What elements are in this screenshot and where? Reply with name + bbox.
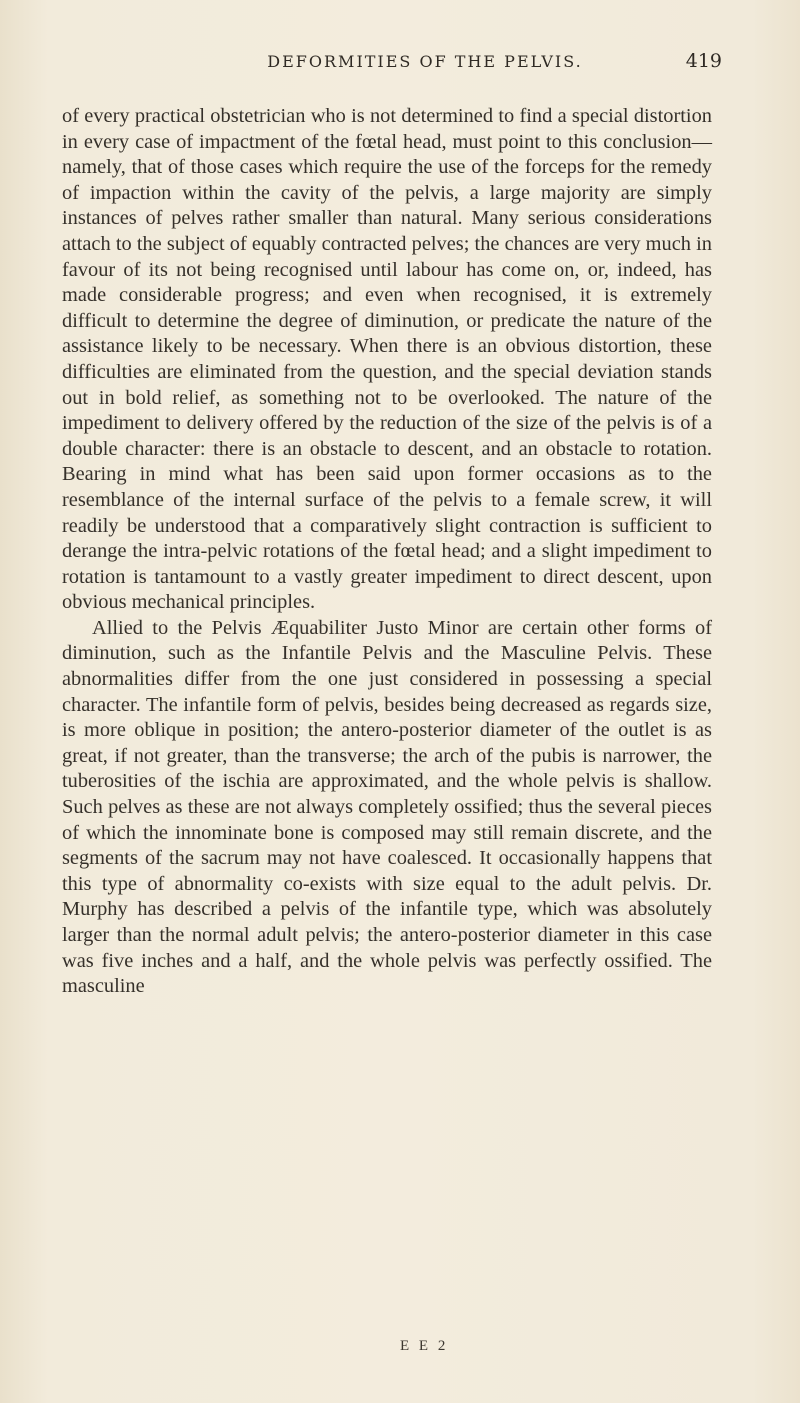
running-title: DEFORMITIES OF THE PELVIS. xyxy=(267,52,583,71)
signature-mark: E E 2 xyxy=(400,1338,449,1354)
body-text xyxy=(62,104,712,1000)
running-head xyxy=(60,52,750,82)
paragraph-allied-forms: Allied to the Pelvis Æquabiliter Justo Minor are certain other forms of diminution, such as the Infantile Pelvis and the Masculine Pelvis. These abnormalities differ from the one just considered in possessing a special character. The infantile form of pelvis, besides being decreased as regards size, is more oblique in position; the antero-posterior diameter of the outlet is as great, if not greater, than the transverse; the arch of the pubis is narrower, the tuberosities of the ischia are approximated, and the whole pelvis is shallow. Such pelves as these are not always completely ossified; thus the several pieces of which the innominate bone is composed may still remain discrete, and the segments of the sacrum may not have coalesced. It occasionally happens that this type of abnormality co-exists with size equal to the adult pelvis. Dr. Murphy has described a pelvis of the infantile type, which was absolutely larger than the normal adult pelvis; the antero-posterior diameter in this case was five inches and a half, and the whole pelvis was perfectly ossified. The masculine xyxy=(62,616,712,998)
page-number: 419 xyxy=(685,50,722,72)
paragraph-continuation: of every practical obstetrician who is not determined to find a special distortion in every case of impactment of the fœtal head, must point to this conclusion—namely, that of those cases which require the use of the forceps for the remedy of impaction within the cavity of the pelvis, a large majority are simply instances of pelves rather smaller than natural. Many serious considerations attach to the subject of equably contracted pelves; the chances are very much in favour of its not being recognised until labour has come on, or, indeed, has made considerable progress; and even when recognised, it is extremely difficult to determine the degree of diminution, or predicate the nature of the assistance likely to be necessary. When there is an obvious distortion, these difficulties are eliminated from the question, and the special deviation stands out in bold relief, as something not to be overlooked. The nature of the impediment to delivery offered by the reduction of the size of the pelvis is of a double character: there is an obstacle to descent, and an obstacle to rotation. Bearing in mind what has been said upon former occasions as to the resemblance of the internal surface of the pelvis to a female screw, it will readily be understood that a comparatively slight contraction is sufficient to derange the intra-pelvic rotations of the fœtal head; and a slight impediment to rotation is tantamount to a vastly greater impediment to direct descent, upon obvious mechanical principles. xyxy=(62,105,712,614)
